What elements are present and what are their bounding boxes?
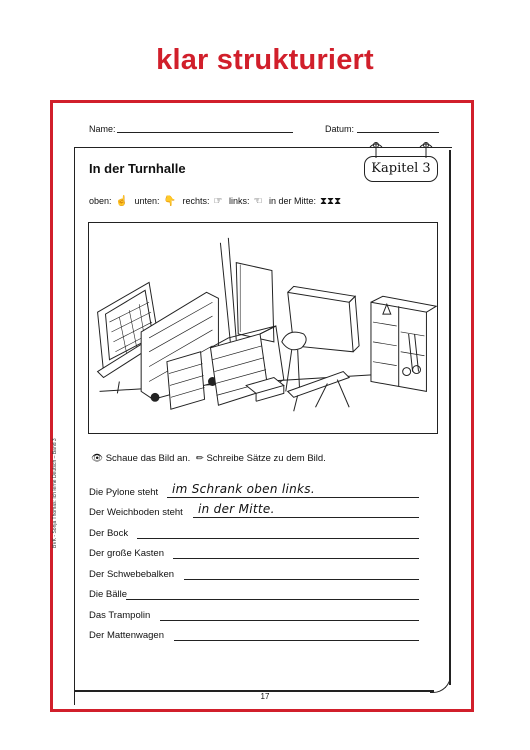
sentence-prompt-1: Die Pylone steht: [89, 487, 159, 498]
copyright-side-note: BVK - Sonja Thomas: Ich lerne Deutsch – Band 3: [52, 438, 58, 548]
chapter-badge: Kapitel 3: [364, 156, 438, 182]
direction-legend: [89, 196, 341, 207]
finger-up-icon: ☝: [115, 196, 128, 207]
finger-right-icon: ☞: [213, 196, 223, 207]
handwritten-answer-2: in der Mitte.: [198, 502, 275, 516]
name-field[interactable]: [117, 132, 293, 133]
sentence-prompt-2: Der Weichboden steht: [89, 507, 183, 518]
sentence-prompt-3: Der Bock: [89, 528, 129, 539]
instruction-look: Schaue das Bild an.: [105, 453, 191, 464]
headline: klar strukturiert: [156, 44, 374, 76]
answer-line-3[interactable]: [137, 538, 419, 539]
gym-illustration: [88, 222, 438, 434]
name-label: Name:: [89, 124, 116, 134]
answer-line-5[interactable]: [184, 579, 419, 580]
pencil-icon: ✏: [195, 453, 204, 464]
answer-line-4[interactable]: [173, 558, 419, 559]
date-label: Datum:: [325, 124, 355, 134]
direction-label-up: oben:: [89, 196, 112, 206]
finger-left-icon: ☜: [253, 196, 263, 207]
answer-line-1[interactable]: [167, 497, 419, 498]
sentence-prompt-8: Der Mattenwagen: [89, 630, 164, 641]
sentence-prompt-6: Die Bälle: [89, 589, 128, 600]
middle-markers-icon: ⧗⧗⧗: [320, 196, 342, 207]
direction-label-left: links:: [229, 196, 250, 206]
answer-line-8[interactable]: [174, 640, 419, 641]
worksheet-border-right: [449, 150, 451, 685]
worksheet-title: In der Turnhalle: [89, 161, 186, 176]
finger-down-icon: 👇: [163, 196, 176, 207]
answer-line-6[interactable]: [126, 599, 419, 600]
sentence-prompt-7: Das Trampolin: [89, 610, 151, 621]
answer-line-2[interactable]: [193, 517, 419, 518]
eye-icon: 👁: [91, 453, 104, 464]
direction-label-down: unten:: [134, 196, 160, 206]
page-number: 17: [260, 692, 270, 701]
handwritten-answer-1: im Schrank oben links.: [172, 482, 315, 496]
instruction-write: Schreibe Sätze zu dem Bild.: [206, 453, 326, 464]
direction-label-middle: in der Mitte:: [269, 196, 317, 206]
date-field[interactable]: [357, 132, 439, 133]
instruction-row: [91, 453, 326, 464]
answer-line-7[interactable]: [160, 620, 419, 621]
sentence-prompt-5: Der Schwebebalken: [89, 569, 175, 580]
direction-label-right: rechts:: [182, 196, 210, 206]
sentence-prompt-4: Der große Kasten: [89, 548, 164, 559]
